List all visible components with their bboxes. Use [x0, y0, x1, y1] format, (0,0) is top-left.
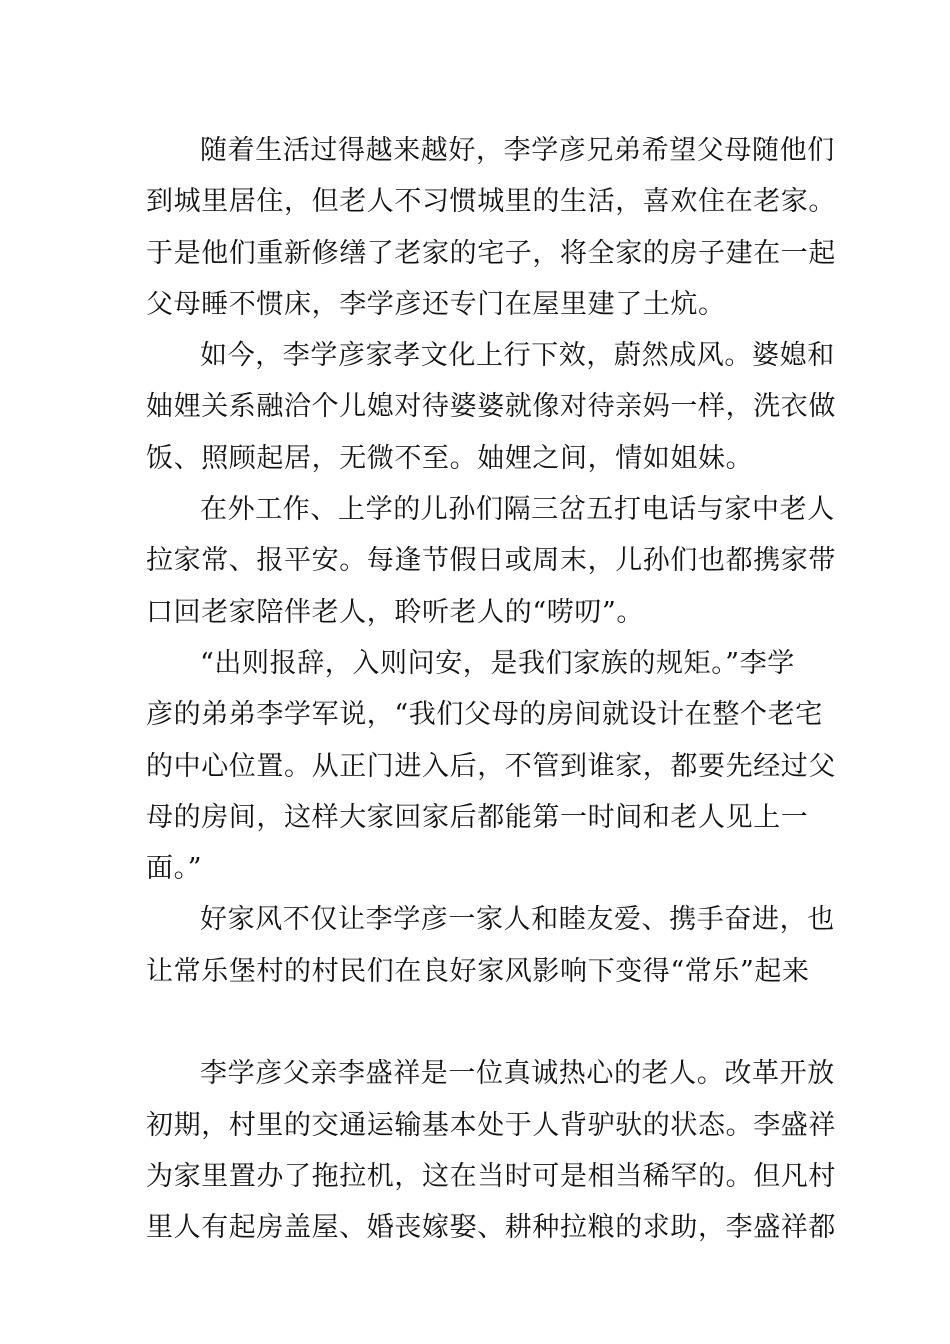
text-line: 初期，村里的交通运输基本处于人背驴驮的状态。李盛祥 [146, 1109, 836, 1141]
text-line: “出则报辞，入则问安，是我们家族的规矩。”李学 [200, 647, 795, 679]
text-line: 拉家常、报平安。每逢节假日或周末，儿孙们也都携家带 [146, 545, 836, 577]
text-line: 为家里置办了拖拉机，这在当时可是相当稀罕的。但凡村 [146, 1160, 836, 1192]
text-line: 好家风不仅让李学彦一家人和睦友爱、携手奋进，也 [200, 904, 835, 936]
text-line: 里人有起房盖屋、婚丧嫁娶、耕种拉粮的求助，李盛祥都 [146, 1212, 836, 1244]
document-page [146, 125, 836, 1254]
text-line: 到城里居住，但老人不习惯城里的生活，喜欢住在老家。 [146, 186, 836, 218]
text-line: 妯娌关系融洽个儿媳对待婆婆就像对待亲妈一样，洗衣做 [146, 391, 836, 423]
text-line: 口回老家陪伴老人，聆听老人的“唠叨”。 [146, 596, 645, 628]
text-line: 面。” [146, 853, 203, 885]
text-line: 于是他们重新修缮了老家的宅子，将全家的房子建在一起 [146, 237, 836, 269]
text-line: 如今，李学彦家孝文化上行下效，蔚然成风。婆媳和 [200, 340, 835, 372]
text-line: 让常乐堡村的村民们在良好家风影响下变得“常乐”起来 [146, 955, 810, 987]
text-line: 饭、照顾起居，无微不至。妯娌之间，情如姐妹。 [146, 442, 754, 474]
text-line: 的中心位置。从正门进入后，不管到谁家，都要先经过父 [146, 750, 836, 782]
text-line: 母的房间，这样大家回家后都能第一时间和老人见上一 [146, 801, 809, 833]
text-line: 李学彦父亲李盛祥是一位真诚热心的老人。改革开放 [200, 1058, 835, 1090]
text-line: 随着生活过得越来越好，李学彦兄弟希望父母随他们 [200, 135, 835, 166]
text-line: 父母睡不惯床，李学彦还专门在屋里建了土炕。 [146, 288, 726, 320]
text-line: 彦的弟弟李学军说，“我们父母的房间就设计在整个老宅 [146, 699, 823, 731]
text-line: 在外工作、上学的儿孙们隔三岔五打电话与家中老人 [200, 494, 835, 526]
paragraph-gap [146, 997, 808, 1048]
